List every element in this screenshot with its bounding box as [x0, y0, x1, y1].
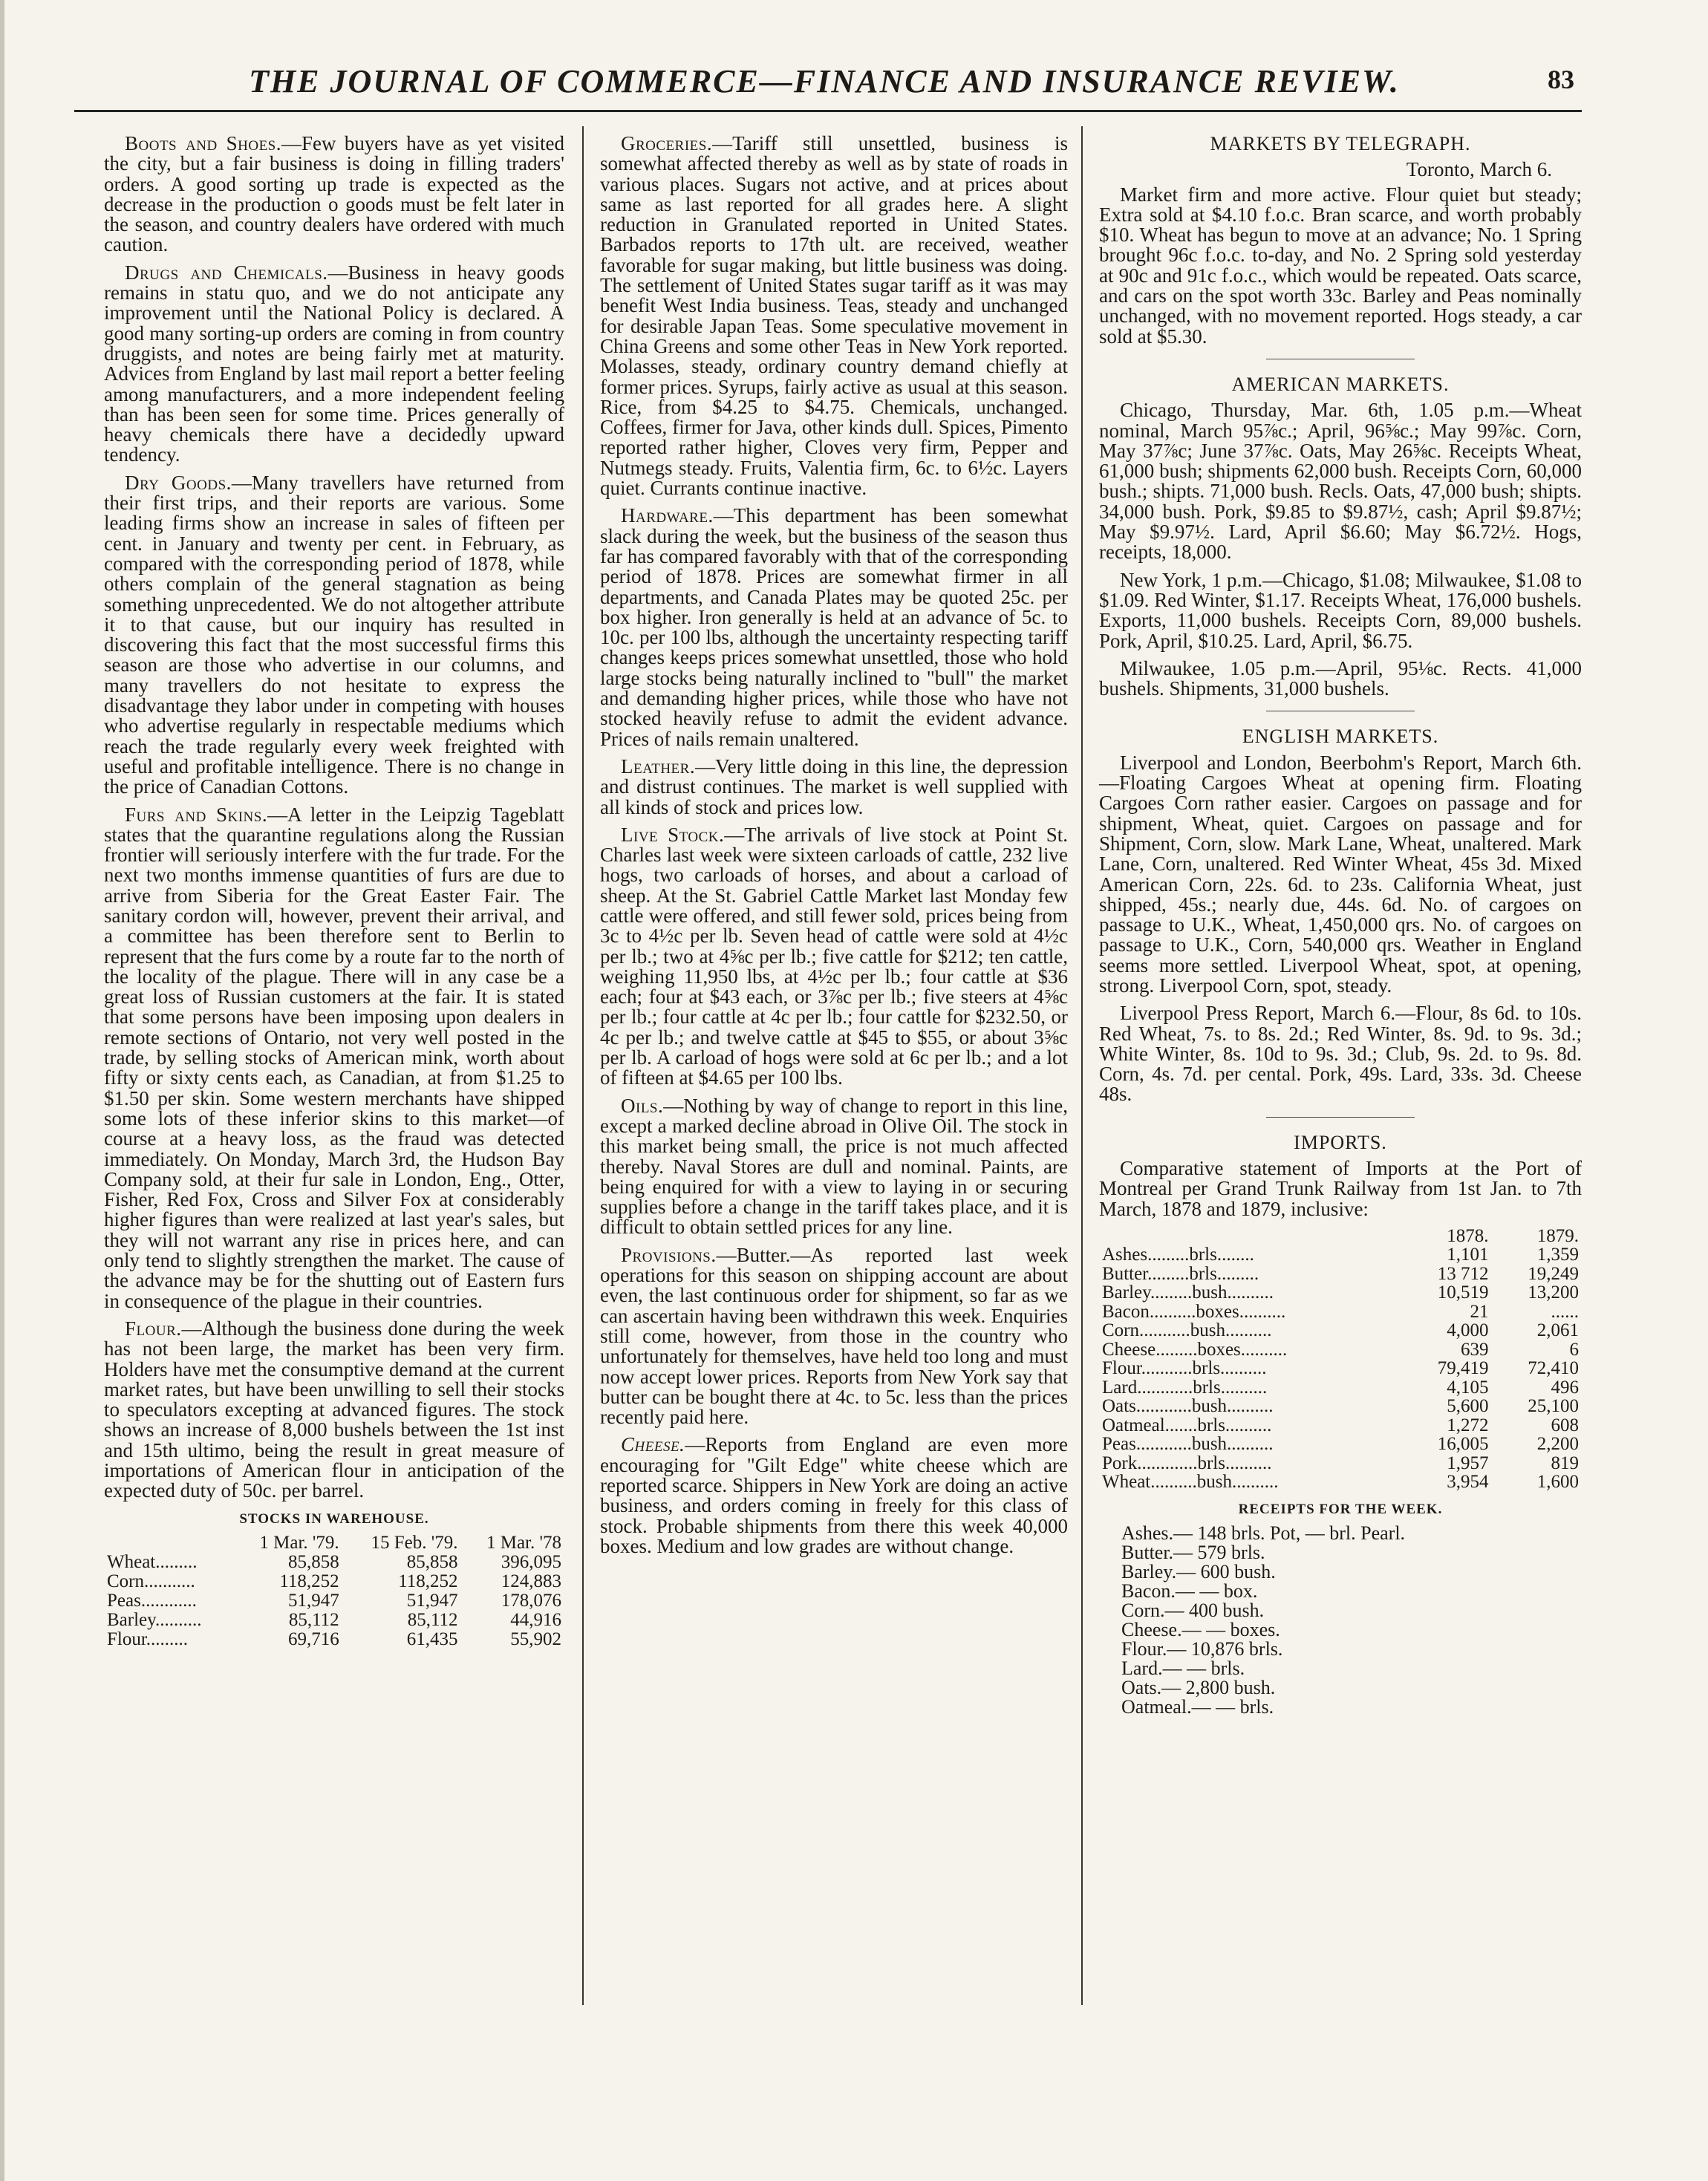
english-beerbohm-report: Liverpool and London, Beerbohm's Report, March 6th.—Floating Cargoes Wheat at opening firm. Floating Cargoes Corn rather easier. Cargoes on passage and for shipment, Wheat, quiet. Cargoes on passage and for Shipment, Corn, slow. Mark Lane, Wheat, unaltered. Mark Lane, Corn, unaltered. Red Winter Wheat, 45s 3d. Mixed American Corn, 22s. 6d. to 23s. California Wheat, just shipped, 45s.; nearly due, 44s. 6d. No. of cargoes on passage to U.K., Wheat, 1,450,000 qrs. No. of cargoes on passage to U.K., Corn, 540,000 qrs. Weather in England seems more settled. Liverpool Wheat, spot, at opening, strong. Liverpool Corn, spot, steady.: [1099, 751, 1582, 997]
receipt-item: Butter.— 579 brls.: [1121, 1542, 1265, 1564]
row-label: Barley..........: [107, 1609, 202, 1630]
article-body: —Few buyers have as yet visited the city, but a fair business is doing in filling traders' orders. A good sorting up trade is expected as the decrease in the production o goods must be felt later in the season, and country dealers have ordered with much caution.: [104, 132, 564, 256]
receipt-item: Flour.— 10,876 brls.: [1121, 1638, 1283, 1660]
article-lead: Furs and Skins.: [125, 803, 268, 826]
section-rule: [1266, 1117, 1415, 1118]
column-2: [600, 134, 1068, 1564]
cell: 25,100: [1528, 1396, 1579, 1417]
article-body: —Very little doing in this line, the depression and distrust continues. The market is well supplied with all kinds of stock and prices low.: [600, 754, 1068, 818]
american-chicago: Chicago, Thursday, Mar. 6th, 1.05 p.m.—Wheat nominal, March 95⅞c.; April, 96⅝c.; May 99⅞c. Corn, May 37⅞c; June 37⅞c. Oats, May 26⅝c. Receipts Wheat, 61,000 bush; shipments 62,000 bush. Receipts Corn, 60,000 bush.; shipts. 71,000 bush. Recls. Oats, 47,000 bush; shipts. 34,000 bush. Pork, $9.85 to $9.87½, cash; April $9.87½; May $9.97½. Lard, April $6.60; May $6.72½. Hogs, receipts, 18,000.: [1099, 399, 1582, 564]
cell: 396,095: [501, 1551, 561, 1572]
cell: 1,600: [1536, 1472, 1579, 1493]
cell: 1,101: [1447, 1245, 1489, 1265]
imports-col-header: 1878.: [1447, 1225, 1489, 1246]
row-label: Wheat.........: [107, 1551, 198, 1572]
table-row: [1099, 1283, 1582, 1303]
cell: 13 712: [1437, 1263, 1489, 1284]
column-3: [1099, 134, 1582, 1717]
cell: 6: [1569, 1339, 1579, 1360]
article-boots-and-shoes: [104, 134, 564, 255]
row-label: Flour.........: [107, 1629, 189, 1649]
cell: 178,076: [501, 1590, 561, 1611]
english-heading: ENGLISH MARKETS.: [1242, 726, 1439, 748]
article-body: —A letter in the Leipzig Tageblatt states that the quarantine regulations along the Russian frontier will seriously interfere with the fur trade. For the next two months immense quantities of furs are due to arrive from Siberia for the Great Easter Fair. The sanitary cordon will, however, prevent their arrival, and a committee has been therefore sent to Berlin to represent that the furs come by a route far to the north of the locality of the plague. There will in any case be a great loss of Russian customers at the fair. It is stated that some persons have been imposing upon dealers in remote sections of Ontario, not very well posted in the trade, by selling stocks of American mink, worth about fifty or sixty cents each, as Canadian, at from $1.25 to $1.50 per skin. Some western merchants have shipped some lots of these inferior skins to this market—of course at a heavy loss, as the fraud was detected immediately. On Monday, March 3rd, the Hudson Bay Company sold, at their fur sale in London, Eng., Otter, Fisher, Red Fox, Cross and Silver Fox at considerably higher figures than were realized at last year's sales, but they will not warrant any rise in prices here, and can only tend to slightly strengthen the market. The cause of the advance may be for the shutting out of Eastern furs in consequence of the plague in their countries.: [104, 803, 565, 1312]
stocks-col-header: 15 Feb. '79.: [371, 1532, 458, 1553]
article-oils: [600, 1096, 1068, 1238]
cell: 85,112: [407, 1609, 458, 1630]
table-row: [1099, 1321, 1582, 1340]
imports-intro: Comparative statement of Imports at the Port of Montreal per Grand Trunk Railway from 1st Jan. to 7th March, 1878 and 1879, inclusive:: [1099, 1157, 1582, 1220]
cell: 1,359: [1536, 1245, 1579, 1265]
american-new-york: New York, 1 p.m.—Chicago, $1.08; Milwaukee, $1.08 to $1.09. Red Winter, $1.17. Receipts Wheat, 176,000 bushels. Exports, 11,000 bushels. Receipts Corn, 89,000 bushels. Pork, April, $10.25. Lard, April, $6.75.: [1099, 568, 1582, 652]
row-label: Barley.........bush..........: [1102, 1282, 1274, 1303]
cell: 51,947: [406, 1590, 458, 1611]
row-label: Flour...........brls..........: [1102, 1358, 1267, 1379]
telegraph-heading: MARKETS BY TELEGRAPH.: [1210, 133, 1471, 154]
article-lead: Flour.: [125, 1317, 182, 1340]
table-row: [1099, 1454, 1582, 1473]
row-label: Oatmeal.......brls..........: [1102, 1415, 1272, 1435]
journal-title: THE JOURNAL OF COMMERCE—FINANCE AND INSURANCE REVIEW.: [249, 63, 1400, 100]
page-number: 83: [1548, 65, 1574, 94]
article-body: —The arrivals of live stock at Point St. Charles last week were sixteen carloads of cattle, 232 live hogs, two carloads of horses, and about a carload of sheep. At the St. Gabriel Cattle Market last Monday few cattle were offered, and still fewer sold, prices being from 3c to 4½c per lb. Seven head of cattle were sold at 4½c per lb.; two at 4⅝c per lb.; five cattle for $212; ten cattle, weighing 11,950 lbs, at 4½c per lb.; four cattle at $36 each; four at $43 each, or 3⅞c per lb.; five steers at 4⅝c per lb.; four cattle at 4c per lb.; four cattle for $232.50, or 4c per lb.; and twelve cattle at $45 to $55, or about 3⅝c per lb. A carload of hogs were sold at 6c per lb.; and a lot of fifteen at $4.65 per 100 lbs.: [600, 823, 1068, 1089]
receipt-item: Bacon.— — box.: [1121, 1580, 1258, 1603]
article-body: —Many travellers have returned from their first trips, and their reports are various. Some leading firms show an increase in sales of fifteen per cent. in January and twenty per cent. in February, as compared with the corresponding period of 1878, while others complain of the general stagnation as being something unprecedented. We do not altogether attribute it to that cause, but our inquiry has resulted in discovering this fact that the most successful firms this season are those who advertise in our columns, and many travellers do not hesitate to express the disadvantage they labor under in competing with houses who advertise regularly in respectable mediums which reach the trade regularly every week freighted with useful and profitable intelligence. There is no change in the price of Canadian Cottons.: [104, 471, 564, 798]
article-lead: Live Stock.: [621, 823, 725, 846]
cell: 55,902: [510, 1629, 561, 1649]
table-row: [1099, 1473, 1582, 1492]
article-lead: Groceries.: [621, 132, 713, 154]
header-rule: [74, 110, 1582, 112]
table-row: [1099, 1303, 1582, 1322]
row-label: Wheat..........bush..........: [1102, 1472, 1279, 1493]
article-provisions: [600, 1245, 1068, 1428]
article-flour: [104, 1319, 564, 1502]
article-lead: Cheese.: [621, 1433, 685, 1456]
page-header: [74, 62, 1574, 114]
table-row: [1099, 1416, 1582, 1435]
cell: 639: [1461, 1339, 1489, 1360]
article-lead: Boots and Shoes.: [125, 132, 281, 154]
row-label: Corn...........bush..........: [1102, 1320, 1272, 1341]
cell: 4,000: [1447, 1320, 1489, 1341]
article-body: —Nothing by way of change to report in this line, except a marked decline abroad in Olive Oil. The stock in this market being small, the price is not much affected thereby. Naval Stores are dull and nominal. Paints, are being enquired for with a view to laying in or securing supplies before a change in the tariff takes place, and it is difficult to obtain settled prices for any line.: [600, 1094, 1068, 1239]
table-row: [1099, 1359, 1582, 1378]
row-label: Pork.............brls..........: [1102, 1453, 1272, 1473]
column-1: [104, 134, 564, 1649]
stocks-col-blank: [104, 1533, 232, 1553]
stocks-table: [104, 1533, 564, 1649]
article-body: —Tariff still unsettled, business is somewhat affected thereby as well as by state of roads in various places. Sugars not active, and at prices about same as last reported for all grades here. A slight reduction in Granulated reported in United States. Barbados reports to 17th ult. are received, weather favorable for sugar making, but little business was doing. The settlement of United States sugar tariff as it was may benefit West India business. Teas, steady and unchanged for desirable Japan Teas. Some speculative movement in China Greens and some other Teas in New York reported. Molasses, steady, ordinary country demand chiefly at former prices. Syrups, fairly active as usual at this season. Rice, from $4.25 to $4.75. Chemicals, unchanged. Coffees, firmer for Java, other kinds dull. Spices, Pimento reported rather higher, Cloves very firm, Pepper and Nutmegs steady. Fruits, Valentia firm, 6c. to 6½c. Layers quiet. Currants continue inactive.: [600, 132, 1068, 500]
article-live-stock: [600, 825, 1068, 1089]
table-row: [1099, 1378, 1582, 1398]
article-body: —Business in heavy goods remains in statu quo, and we do not anticipate any improvement until the National Policy is declared. A good many sorting-up orders are coming in from country druggists, and notes are being fairly met at maturity. Advices from England by last mail report a better feeling among manufacturers, and a more independent feeling than has been seen for some time. Prices generally of heavy chemicals there have a decidedly upward tendency.: [104, 261, 564, 466]
american-milwaukee: Milwaukee, 1.05 p.m.—April, 95⅛c. Rects. 41,000 bushels. Shipments, 31,000 bushels.: [1099, 656, 1582, 700]
row-label: Peas............: [107, 1590, 197, 1611]
article-body: —Butter.—As reported last week operations for this season on shipping account are about even, the last continuous order for shipment, so far as we can ascertain having been withdrawn this week. Enquiries still come, however, from those in the country who unfortunately for themselves, have held too long and must now accept lower prices. Reports from New York say that butter can be bought there at 4c. to 5c. less than the prices recently paid here.: [600, 1243, 1068, 1429]
cell: 4,105: [1447, 1377, 1489, 1398]
article-lead: Leather.: [621, 754, 696, 777]
row-label: Ashes.........brls........: [1102, 1245, 1254, 1265]
cell: 118,252: [279, 1571, 339, 1591]
table-row: [104, 1572, 564, 1591]
table-row: [104, 1611, 564, 1630]
row-label: Butter.........brls.........: [1102, 1263, 1259, 1284]
table-row: [104, 1630, 564, 1649]
cell: 16,005: [1437, 1434, 1489, 1455]
article-lead: Oils.: [621, 1094, 664, 1117]
imports-heading: IMPORTS.: [1294, 1131, 1387, 1153]
table-row: [104, 1553, 564, 1572]
cell: 2,200: [1536, 1434, 1579, 1455]
table-row: [1099, 1265, 1582, 1284]
cell: 21: [1470, 1301, 1489, 1322]
cell: 496: [1551, 1377, 1579, 1398]
cell: 13,200: [1528, 1282, 1579, 1303]
article-lead: Hardware.: [621, 504, 714, 527]
column-rule-2: [1081, 126, 1083, 2005]
cell: 1,957: [1447, 1453, 1489, 1473]
cell: ......: [1551, 1301, 1579, 1322]
cell: 85,858: [287, 1551, 339, 1572]
cell: 85,112: [288, 1609, 339, 1630]
cell: 5,600: [1447, 1396, 1489, 1417]
american-heading: AMERICAN MARKETS.: [1231, 373, 1450, 395]
article-cheese: [600, 1435, 1068, 1556]
table-row: [104, 1591, 564, 1611]
cell: 85,858: [406, 1551, 458, 1572]
imports-col-header: 1879.: [1536, 1225, 1579, 1246]
table-row: [1099, 1397, 1582, 1416]
table-row: [1099, 1435, 1582, 1454]
cell: 1,272: [1447, 1415, 1489, 1435]
telegraph-dateline: Toronto, March 6.: [1406, 158, 1552, 181]
row-label: Oats............bush..........: [1102, 1396, 1274, 1417]
stocks-col-header: 1 Mar. '78: [486, 1532, 561, 1553]
receipt-item: Cheese.— — boxes.: [1121, 1619, 1280, 1641]
stocks-col-header: 1 Mar. '79.: [259, 1532, 339, 1553]
cell: 124,883: [501, 1571, 561, 1591]
imports-table: [1099, 1227, 1582, 1492]
cell: 61,435: [406, 1629, 458, 1649]
receipt-item: Oats.— 2,800 bush.: [1121, 1677, 1276, 1699]
english-press-report: Liverpool Press Report, March 6.—Flour, 8s 6d. to 10s. Red Wheat, 7s. to 8s. 2d.; Red Winter, 8s. 9d. to 9s. 3d.; White Winter, 8s. 10d to 9s. 3d.; Club, 9s. 2d. to 9s. 8d. Corn, 4s. 7d. per cental. Pork, 49s. Lard, 33s. 3d. Cheese 48s.: [1099, 1002, 1582, 1106]
receipt-item: Ashes.— 148 brls. Pot, — brl. Pearl.: [1121, 1522, 1406, 1545]
cell: 79,419: [1437, 1358, 1489, 1379]
cell: 819: [1551, 1453, 1579, 1473]
receipts-heading: RECEIPTS FOR THE WEEK.: [1238, 1501, 1443, 1517]
article-body: —Reports from England are even more encouraging for "Gilt Edge" white cheese which are reported scarce. Shippers in New York are doing an active business, and orders coming in freely for this class of stock. Probable shipments from there this week 40,000 boxes. Medium and low grades are without change.: [600, 1433, 1068, 1557]
article-lead: Dry Goods.: [125, 471, 232, 494]
receipt-item: Lard.— — brls.: [1121, 1657, 1245, 1680]
cell: 10,519: [1437, 1282, 1489, 1303]
cell: 608: [1551, 1415, 1579, 1435]
receipt-item: Oatmeal.— — brls.: [1121, 1696, 1274, 1718]
column-rule-1: [582, 126, 584, 2005]
table-row: [1099, 1245, 1582, 1265]
cell: 19,249: [1528, 1263, 1579, 1284]
row-label: Lard............brls..........: [1102, 1377, 1268, 1398]
cell: 2,061: [1536, 1320, 1579, 1341]
article-body: —This department has been somewhat slack during the week, but the business of the season thus far has compared favorably with that of the corresponding period of 1878. Prices are somewhat firmer in all departments, and Canada Plates may be quoted 25c. per box higher. Iron generally is held at an advance of 5c. to 10c. per 100 lbs, although the uncertainty respecting tariff changes keeps prices somewhat unsettled, those who hold large stocks being naturally inclined to "bull" the market and demanding higher prices, while those who have not stocked heavily refuse to admit the evident advance. Prices of nails remain unaltered.: [600, 504, 1068, 750]
article-drugs-and-chemicals: [104, 263, 564, 466]
table-row: [1099, 1340, 1582, 1360]
article-lead: Drugs and Chemicals.: [125, 261, 328, 284]
row-label: Cheese.........boxes..........: [1102, 1339, 1288, 1360]
cell: 44,916: [510, 1609, 561, 1630]
cell: 118,252: [398, 1571, 458, 1591]
cell: 72,410: [1528, 1358, 1579, 1379]
stocks-heading: STOCKS IN WAREHOUSE.: [239, 1510, 429, 1527]
row-label: Peas............bush..........: [1102, 1434, 1274, 1455]
cell: 69,716: [287, 1629, 339, 1649]
cell: 51,947: [287, 1590, 339, 1611]
telegraph-report: Market firm and more active. Flour quiet but steady; Extra sold at $4.10 f.o.c. Bran scarce, and worth probably $10. Wheat has begun to move at an advance; No. 1 Spring brought 96c f.o.c. to-day, and No. 2 Spring sold yesterday at 90c and 91c f.o.c., which would be repeated. Oats scarce, and cars on the spot worth 33c. Barley and Peas nominally unchanged, with no movement reported. Hogs steady, a car sold at $5.30.: [1099, 183, 1582, 348]
cell: 3,954: [1447, 1472, 1489, 1493]
page-edge-shadow: [0, 0, 4, 2181]
article-dry-goods: [104, 473, 564, 798]
receipt-item: Corn.— 400 bush.: [1121, 1600, 1265, 1622]
row-label: Bacon..........boxes..........: [1102, 1301, 1286, 1322]
article-lead: Provisions.: [621, 1243, 717, 1266]
article-groceries: [600, 134, 1068, 498]
article-furs-and-skins: [104, 805, 564, 1311]
imports-col-blank: [1099, 1227, 1401, 1246]
article-hardware: [600, 506, 1068, 749]
article-body: —Although the business done during the week has not been large, the market has been very firm. Holders have met the consumptive demand at the current market rates, but have been unwilling to sell their stocks to speculators excepting at advanced figures. The stock shows an increase of 8,000 bushels between the 1st inst and 15th ultimo, being the result in great measure of importations of American flour in anticipation of the expected duty of 50c. per barrel.: [104, 1317, 564, 1502]
receipt-item: Barley.— 600 bush.: [1121, 1561, 1276, 1583]
article-leather: [600, 754, 1068, 818]
row-label: Corn...........: [107, 1571, 195, 1591]
